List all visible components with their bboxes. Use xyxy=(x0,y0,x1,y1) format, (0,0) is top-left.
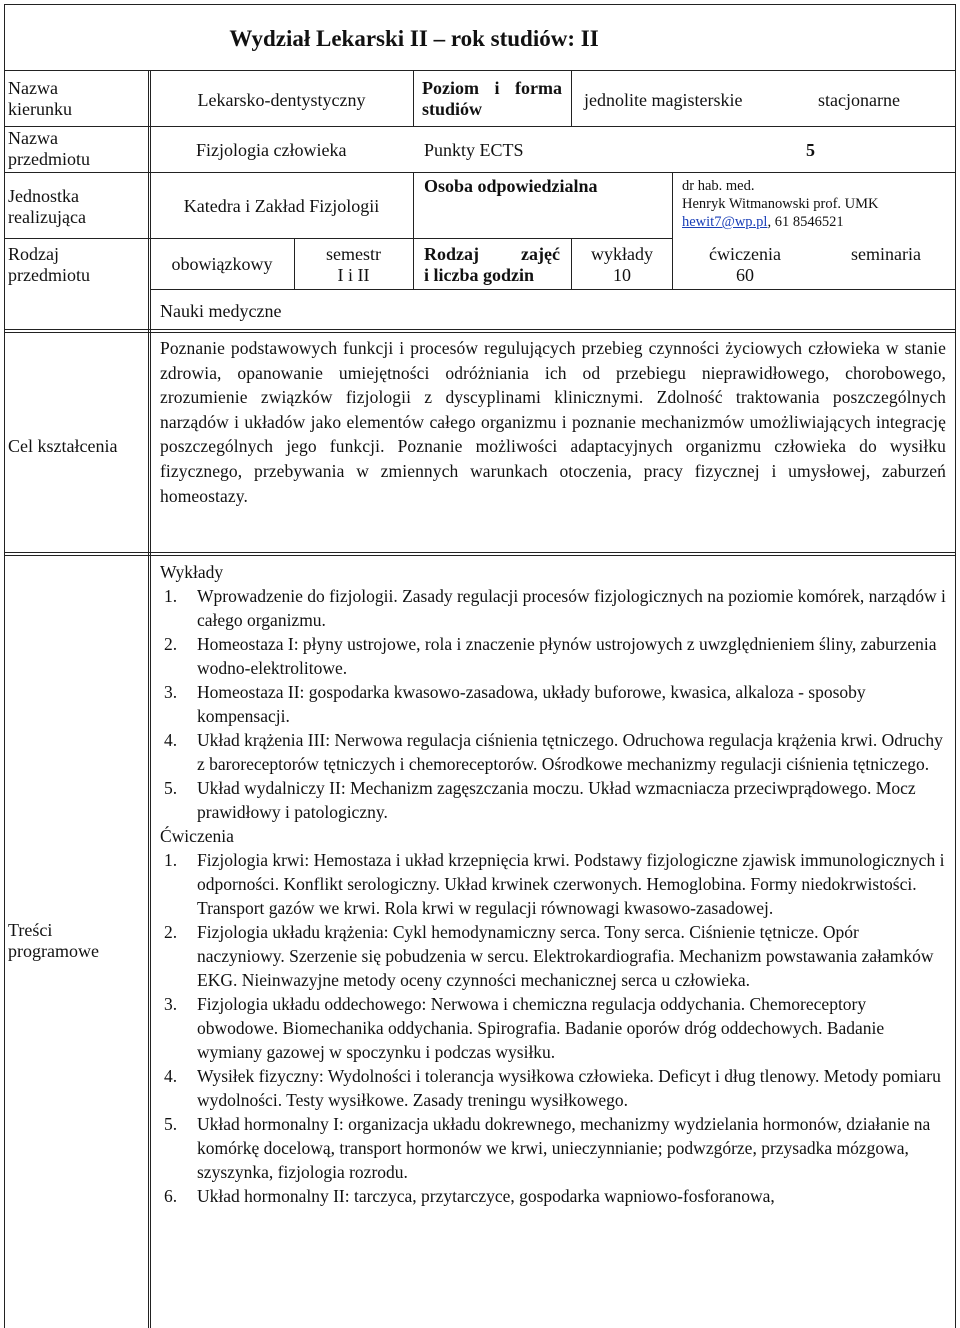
poziom-label: Poziom i forma studiów xyxy=(422,78,562,119)
osoba-name: Henryk Witmanowski prof. UMK xyxy=(682,196,879,212)
osoba-contact xyxy=(682,214,952,231)
cel-bottom-line-2 xyxy=(4,555,956,556)
forma-value: stacjonarne xyxy=(818,90,900,110)
list-item xyxy=(160,584,950,632)
list-item-number: 5. xyxy=(164,778,178,798)
list-item xyxy=(160,728,950,776)
row3-divider xyxy=(413,172,414,289)
rodzaj-value: obowiązkowy xyxy=(171,254,273,274)
row1-divider-a xyxy=(413,70,414,126)
semestr-value: I i II xyxy=(337,265,370,285)
list-item-number: 2. xyxy=(164,922,178,942)
list-item-number: 5. xyxy=(164,1114,178,1134)
row1-divider-b xyxy=(571,70,572,126)
list-item-text: Układ krążenia III: Nerwowa regulacja ciśnienia tętniczego. Odruchowa regulacja krążenia krwi. Odruchy z baroreceptorów tętniczych i chemoreceptorów. Ośrodkowe mechanizmy regulacji ciśnienia tętniczego. xyxy=(197,730,943,774)
list-item xyxy=(160,680,950,728)
list-item-text: Homeostaza I: płyny ustrojowe, rola i znaczenie płynów ustrojowych z uwzględnieniem śliny, zaburzenia wodno-elektrolitowe. xyxy=(197,634,937,678)
border-top xyxy=(4,4,956,5)
row4-bottom-line xyxy=(150,289,956,290)
list-item xyxy=(160,632,950,680)
dziedzina-value: Nauki medyczne xyxy=(160,301,282,321)
label-kierunek: Nazwa kierunku xyxy=(8,78,72,119)
header-bottom-line xyxy=(4,70,956,71)
seminaria-label: seminaria xyxy=(851,244,921,264)
wyklady-list xyxy=(160,584,950,824)
ects-label: Punkty ECTS xyxy=(424,140,524,160)
ects-value: 5 xyxy=(806,140,815,160)
list-item xyxy=(160,920,950,992)
list-item-number: 1. xyxy=(164,850,178,870)
list-item-number: 1. xyxy=(164,586,178,606)
cwiczenia-list xyxy=(160,848,950,1208)
tresci-content xyxy=(160,560,950,1208)
list-item-number: 4. xyxy=(164,1066,178,1086)
kierunek-value: Lekarsko-dentystyczny xyxy=(197,90,366,110)
border-right xyxy=(955,4,956,1328)
jednostka-value: Katedra i Zakład Fizjologii xyxy=(183,196,380,216)
list-item-number: 6. xyxy=(164,1186,178,1206)
list-item-text: Układ hormonalny II: tarczyca, przytarczyce, gospodarka wapniowo-fosforanowa, xyxy=(197,1186,775,1206)
list-item-number: 2. xyxy=(164,634,178,654)
border-left xyxy=(4,4,5,1328)
cwiczenia-heading: Ćwiczenia xyxy=(160,826,234,846)
wyklady-heading: Wykłady xyxy=(160,562,224,582)
zajecia-label-1: Rodzaj zajęć xyxy=(424,244,560,264)
list-item-number: 4. xyxy=(164,730,178,750)
list-item xyxy=(160,992,950,1064)
label-tresci: Treści programowe xyxy=(8,920,99,961)
list-item xyxy=(160,1112,950,1184)
list-item-text: Wysiłek fizyczny: Wydolności i tolerancja wysiłkowa człowieka. Deficyt i dług tlenowy. Metody pomiaru wydolności. Testy wysiłkowe. Zasady treningu wysiłkowego. xyxy=(197,1066,941,1110)
list-item-number: 3. xyxy=(164,682,178,702)
przedmiot-value: Fizjologia człowieka xyxy=(196,140,347,160)
osoba-title: dr hab. med. xyxy=(682,178,755,194)
cwiczenia-label: ćwiczenia xyxy=(709,244,781,264)
row5-bottom-line-2 xyxy=(4,332,956,333)
phone-number: , 61 8546521 xyxy=(767,214,844,230)
list-item xyxy=(160,1064,950,1112)
zajecia-label-2: i liczba godzin xyxy=(424,265,535,285)
wyklady-label: wykłady xyxy=(591,244,653,264)
list-item-text: Fizjologia układu oddechowego: Nerwowa i chemiczna regulacja oddychania. Chemoreceptory obwodowe. Biomechanika oddychania. Spirografia. Badanie oporów dróg oddechowych. Badanie wymiany gazowej w spoczynku i podczas wysiłku. xyxy=(197,994,885,1062)
row4-left-bottom xyxy=(4,238,150,239)
label-przedmiot: Nazwa przedmiotu xyxy=(8,128,90,169)
email-link[interactable]: hewit7@wp.pl xyxy=(682,214,768,230)
row3-bottom-line xyxy=(150,238,672,239)
label-cel: Cel kształcenia xyxy=(8,436,118,456)
row2-bottom-line xyxy=(4,172,956,173)
label-rodzaj-przedmiotu: Rodzaj przedmiotu xyxy=(8,244,90,285)
wyklady-hours: 10 xyxy=(613,265,631,285)
list-item xyxy=(160,848,950,920)
list-item-text: Homeostaza II: gospodarka kwasowo-zasadowa, układy buforowe, kwasica, alkaloza - sposoby kompensacji. xyxy=(197,682,866,726)
cwiczenia-hours: 60 xyxy=(736,265,754,285)
cel-text: Poznanie podstawowych funkcji i procesów regulujących przebieg czynności życiowych człowieka w stanie zdrowia, opanowanie umiejętności odróżniania ich od przebiegu nieprawidłowego, chorobowego, zrozumienie związków fizjologii z dyscyplinami klinicznymi. Zdolność traktowania poszczególnych narządów i układów jako elementów całego organizmu i poznanie mechanizmów umożliwiających integrację poszczególnych jego funkcji. Poznanie możliwości adaptacyjnych organizmu człowieka do wysiłku fizycznego, przebywania w zmiennych warunkach otoczenia, pracy fizycznej i umysłowej, zaburzeń homeostazy. xyxy=(160,338,946,506)
row1-bottom-line xyxy=(4,126,956,127)
cel-bottom-line xyxy=(4,552,956,553)
list-item xyxy=(160,1184,950,1208)
label-jednostka: Jednostka realizująca xyxy=(8,186,86,227)
left-col-divider xyxy=(148,70,149,1328)
osoba-label: Osoba odpowiedzialna xyxy=(424,176,598,196)
page-title: Wydział Lekarski II – rok studiów: II xyxy=(229,26,599,51)
list-item-text: Fizjologia krwi: Hemostaza i układ krzepnięcia krwi. Podstawy fizjologiczne zjawisk immunologicznych i odporności. Konflikt serologiczny. Układ krwinek czerwonych. Hemoglobina. Formy niedokrwistości. Transport gazów we krwi. Rola krwi w regulacji równowagi kwasowo-zasadowej. xyxy=(197,850,945,918)
poziom-value: jednolite magisterskie xyxy=(584,90,743,110)
list-item-text: Układ hormonalny I: organizacja układu dokrewnego, mechanizmy wydzielania hormonów, działanie na komórkę docelową, transport hormonów we krwi, unieczynnianie; podwzgórze, przysadka mózgowa, szyszynka, fizjologia rozrodu. xyxy=(197,1114,931,1182)
semestr-label: semestr xyxy=(326,244,381,264)
list-item xyxy=(160,776,950,824)
list-item-number: 3. xyxy=(164,994,178,1014)
list-item-text: Fizjologia układu krążenia: Cykl hemodynamiczny serca. Tony serca. Ciśnienie tętnicze. Opór naczyniowy. Szerzenie się pobudzenia w sercu. Elektrokardiografia. Mechanizm powstawania załamków EKG. Nieinwazyjne metody oceny czynności mechanicznej serca u człowieka. xyxy=(197,922,934,990)
row5-bottom-line xyxy=(4,329,956,330)
list-item-text: Układ wydalniczy II: Mechanizm zagęszczania moczu. Układ wzmacniacza przeciwprądowego. Mocz prawidłowy i patologiczny. xyxy=(197,778,916,822)
list-item-text: Wprowadzenie do fizjologii. Zasady regulacji procesów fizjologicznych na poziomie komórek, narządów i całego organizmu. xyxy=(197,586,946,630)
